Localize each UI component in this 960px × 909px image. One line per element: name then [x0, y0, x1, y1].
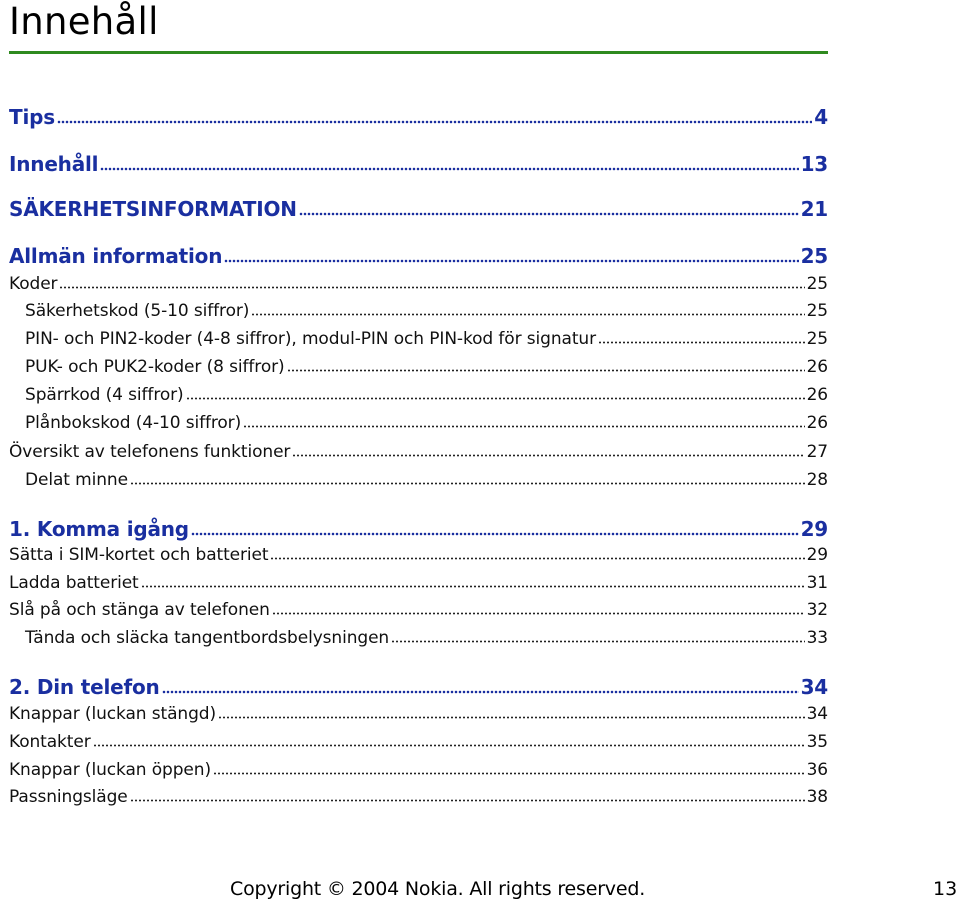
- footer-page-number: 13: [933, 878, 958, 900]
- toc-dot-leader: [292, 454, 804, 457]
- toc-entry-label: Slå på och stänga av telefonen: [9, 600, 270, 620]
- toc-dot-leader: [100, 167, 798, 171]
- toc-entry-label: Knappar (luckan öppen): [9, 760, 211, 780]
- toc-page-number: 26: [806, 385, 828, 405]
- toc-entry-label: Allmän information: [9, 244, 223, 268]
- toc-page-number: 25: [806, 274, 828, 294]
- toc-page-number: 38: [806, 787, 828, 807]
- toc-entry-label: Ladda batteriet: [9, 573, 139, 593]
- toc-dot-leader: [224, 259, 798, 263]
- toc-entry-label: Delat minne: [25, 470, 128, 490]
- toc-section-entry[interactable]: [9, 244, 828, 268]
- toc-entry-label: 1. Komma igång: [9, 517, 189, 541]
- toc-entry-label: Passningsläge: [9, 787, 128, 807]
- toc-entry-label: Tända och släcka tangentbordsbelysningen: [25, 628, 390, 648]
- toc-page-number: 29: [800, 517, 828, 541]
- toc-entry-label: SÄKERHETSINFORMATION: [9, 197, 297, 221]
- toc-page-number: 32: [806, 600, 828, 620]
- toc-page-number: 13: [800, 152, 828, 176]
- toc-entry[interactable]: [9, 573, 828, 593]
- toc-page-number: 31: [806, 573, 828, 593]
- toc-page-number: 33: [806, 628, 828, 648]
- table-of-contents: [9, 0, 828, 820]
- toc-dot-leader: [270, 557, 804, 560]
- toc-entry-label: PUK- och PUK2-koder (8 siffror): [25, 357, 285, 377]
- toc-entry[interactable]: [9, 442, 828, 462]
- toc-dot-leader: [59, 286, 804, 289]
- toc-section-entry[interactable]: [9, 517, 828, 541]
- toc-entry-label: PIN- och PIN2-koder (4-8 siffror), modul-PIN och PIN-kod för signatur: [25, 329, 596, 349]
- toc-entry-label: Innehåll: [9, 152, 99, 176]
- toc-page-number: 25: [800, 244, 828, 268]
- toc-dot-leader: [57, 120, 812, 124]
- toc-page-number: 26: [806, 413, 828, 433]
- toc-entry-label: Sätta i SIM-kortet och batteriet: [9, 545, 269, 565]
- toc-entry[interactable]: [9, 704, 828, 724]
- toc-entry-label: Plånbokskod (4-10 siffror): [25, 413, 242, 433]
- toc-dot-leader: [251, 313, 804, 316]
- toc-dot-leader: [287, 369, 805, 372]
- toc-entry[interactable]: [9, 301, 828, 321]
- toc-dot-leader: [162, 690, 799, 694]
- toc-entry-label: Säkerhetskod (5-10 siffror): [25, 301, 250, 321]
- toc-section-entry[interactable]: [9, 197, 828, 221]
- toc-entry[interactable]: [9, 732, 828, 752]
- toc-entry-label: Kontakter: [9, 732, 91, 752]
- toc-page-number: 36: [806, 760, 828, 780]
- toc-entry[interactable]: [9, 787, 828, 807]
- toc-dot-leader: [213, 772, 805, 775]
- toc-dot-leader: [272, 612, 805, 615]
- toc-entry[interactable]: [9, 413, 828, 433]
- toc-page-number: 27: [806, 442, 828, 462]
- footer-copyright: Copyright © 2004 Nokia. All rights reserved.: [230, 878, 646, 900]
- toc-dot-leader: [218, 716, 805, 719]
- toc-dot-leader: [598, 341, 805, 344]
- toc-page-number: 35: [806, 732, 828, 752]
- toc-page-number: 25: [806, 329, 828, 349]
- toc-page-number: 26: [806, 357, 828, 377]
- toc-entry-label: Översikt av telefonens funktioner: [9, 442, 291, 462]
- toc-page-number: 29: [806, 545, 828, 565]
- toc-page-number: 34: [806, 704, 828, 724]
- toc-section-entry[interactable]: [9, 152, 828, 176]
- toc-dot-leader: [191, 532, 799, 536]
- page-title: Innehåll: [9, 0, 159, 43]
- toc-dot-leader: [186, 397, 805, 400]
- toc-page-number: 34: [800, 675, 828, 699]
- toc-page-number: 25: [806, 301, 828, 321]
- toc-section-entry[interactable]: [9, 675, 828, 699]
- toc-entry-label: Tips: [9, 105, 55, 129]
- toc-section-entry[interactable]: [9, 105, 828, 129]
- toc-entry[interactable]: [9, 329, 828, 349]
- toc-entry-label: Spärrkod (4 siffror): [25, 385, 184, 405]
- toc-dot-leader: [299, 212, 799, 216]
- toc-entry-label: Koder: [9, 274, 58, 294]
- toc-page-number: 4: [814, 105, 828, 129]
- toc-dot-leader: [130, 482, 805, 485]
- toc-dot-leader: [93, 744, 805, 747]
- toc-entry[interactable]: [9, 545, 828, 565]
- toc-entry-label: 2. Din telefon: [9, 675, 160, 699]
- toc-entry[interactable]: [9, 274, 828, 294]
- toc-entry-label: Knappar (luckan stängd): [9, 704, 216, 724]
- toc-dot-leader: [391, 640, 804, 643]
- toc-entry[interactable]: [9, 470, 828, 490]
- toc-entry[interactable]: [9, 385, 828, 405]
- toc-page-number: 28: [806, 470, 828, 490]
- toc-dot-leader: [243, 425, 804, 428]
- toc-dot-leader: [141, 585, 805, 588]
- toc-entry[interactable]: [9, 600, 828, 620]
- toc-entry[interactable]: [9, 760, 828, 780]
- toc-dot-leader: [130, 799, 805, 802]
- toc-entry[interactable]: [9, 628, 828, 648]
- toc-entry[interactable]: [9, 357, 828, 377]
- toc-page-number: 21: [800, 197, 828, 221]
